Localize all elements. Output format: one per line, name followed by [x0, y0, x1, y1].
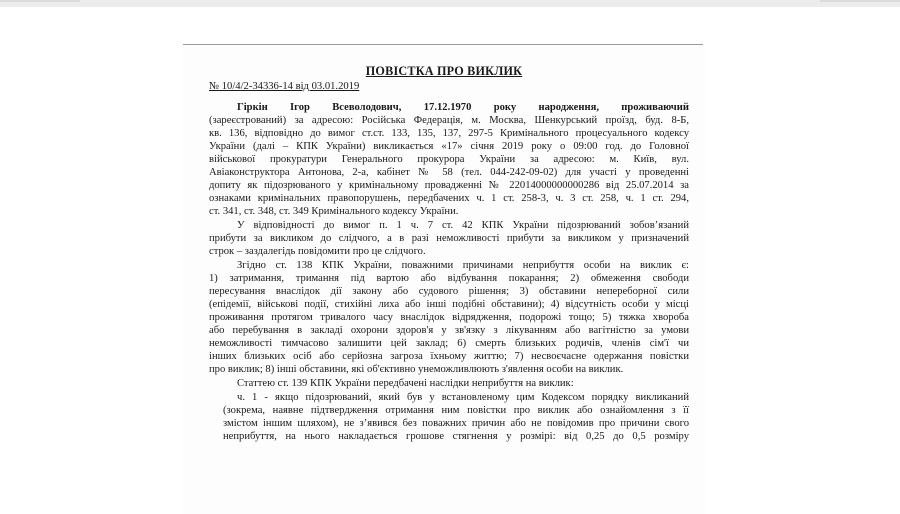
text-line: або перебування в закладі охорони здоров'я у зв'язку з лікуванням або вагітністю за умови: [209, 325, 689, 336]
text-line: Статтею ст. 139 КПК України передбачені наслідки неприбуття на виклик:: [237, 378, 574, 389]
text-line: неможливості тимчасово залишити цей заклад; 6) смерть близьких родичів, членів сім'ї чи: [209, 338, 689, 349]
scan-edge-mark: [820, 0, 900, 2]
page-top-edge-line: [183, 44, 703, 45]
text-line: У відповідності до вимог п. 1 ч. 7 ст. 42 КПК України підозрюваний зобов’язаний: [237, 220, 689, 231]
scanned-document-page: [183, 44, 705, 514]
scan-edge-mark: [0, 0, 80, 2]
text-line: (зокрема, наявне підтвердження отримання ним повістки про виклик або ознайомлення з її: [223, 405, 689, 416]
text-line: ч. 1 - якщо підозрюваний, який був у встановленому цим Кодексом порядку викликаний: [237, 392, 689, 403]
text-line: (епідемії, військові події, стихійні лиха або інші подібні обставини); 4) відсутність особи у місці: [209, 299, 689, 310]
text-line: допиту як підозрюваного у кримінальному провадженні № 22014000000000286 від 25.07.2014 за: [209, 180, 689, 191]
text-line: Авіаконструктора Антонова, 2-а, кабінет № 58 (тел. 044-242-09-02) для участі у проведенні: [209, 167, 689, 178]
text-line: Згідно ст. 138 КПК України, поважними причинами неприбуття особи на виклик є:: [237, 260, 689, 271]
text-line: ст. 341, ст. 348, ст. 349 Кримінального кодексу України.: [209, 206, 459, 217]
text-line: строк – заздалегідь повідомити про це слідчого.: [209, 246, 426, 257]
text-line: Гіркін Ігор Всеволодович, 17.12.1970 року народження, проживаючий: [237, 102, 689, 113]
text-line: проживання протягом тривалого часу внаслідок відрядження, подорожі тощо; 5) тяжка хвороба: [209, 312, 689, 323]
text-line: неприбуття, на нього накладається грошове стягнення у розмірі: від 0,25 до 0,5 розміру: [223, 431, 689, 442]
text-line: (зареєстрований) за адресою: Російська Федерація, м. Москва, Шенкурський проїзд, буд. 8-Б,: [209, 115, 689, 126]
document-title: ПОВІСТКА ПРО ВИКЛИК: [365, 64, 523, 78]
text-line: 1) затримання, тримання під вартою або відбування покарання; 2) обмеження свободи: [209, 273, 689, 284]
text-line: про виклик; 8) інші обставини, які об'єктивно унеможливлюють з'явлення особи на виклик.: [209, 364, 624, 375]
text-line: прибути за викликом до слідчого, а в разі неможливості прибути за викликом у призначений: [209, 233, 689, 244]
text-line: України (далі – КПК України) викликається «17» січня 2019 року о 09:00 год. до Головної: [209, 141, 689, 152]
text-line: військової прокуратури Генерального прокурора України за адресою: м. Київ, вул.: [209, 154, 689, 165]
document-reference-number: № 10/4/2-34336-14 від 03.01.2019: [209, 81, 360, 92]
text-line: інших близьких осіб або серйозна загроза їхньому життю; 7) несвоєчасне одержання повістки: [209, 351, 689, 362]
scan-top-border: [0, 0, 900, 7]
text-line: пересування внаслідок дії закону або судового рішення; 3) обставини непереборної сили: [209, 286, 689, 297]
text-line: ознаками кримінальних правопорушень, передбачених ч. 1 ст. 258-3, ч. 3 ст. 258, ч. 1 ст. 294,: [209, 193, 689, 204]
text-line: змістом іншим шляхом), не з’явився без поважних причин або не повідомив про причини свого: [223, 418, 689, 429]
text-line: кв. 136, відповідно до вимог ст.ст. 133, 135, 137, 297-5 Кримінального процесуального кодексу: [209, 128, 689, 139]
